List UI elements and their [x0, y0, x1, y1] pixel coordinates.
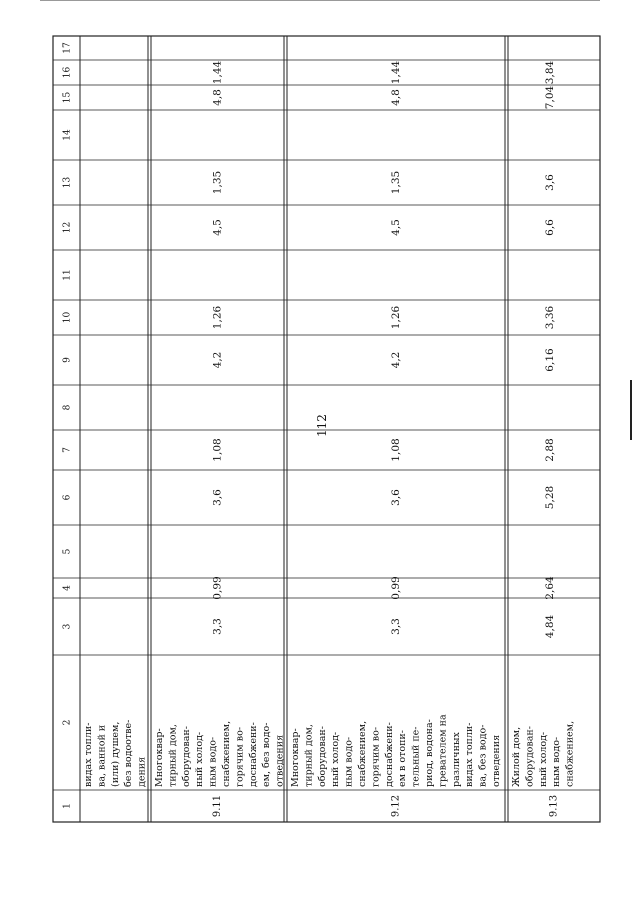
row-description-line: доснабжени- [383, 722, 395, 787]
cell-value: 2,88 [544, 438, 556, 462]
cell-value: 4,2 [211, 351, 224, 369]
column-header: 11 [62, 269, 73, 281]
cell-value: 5,28 [544, 485, 556, 510]
row-description-line: риод, водона- [424, 719, 435, 787]
row-description-line: ва, ванной и [96, 724, 108, 787]
row-id: 9.11 [212, 794, 223, 818]
row-description-line: оборудован- [524, 726, 536, 787]
cell-value: 4,5 [211, 219, 224, 236]
row-description-line: ем, без водо- [261, 722, 273, 787]
row-description-line: видах топли- [464, 722, 476, 787]
row-description-line: ный холод- [194, 731, 206, 787]
row-description-line: гревателем на [437, 714, 449, 787]
row-description-line: Многоквар- [290, 728, 301, 787]
row-description-line: без водоотве- [123, 719, 135, 787]
row-description-line: Многоквар- [154, 728, 165, 787]
cell-value: 3,3 [211, 618, 224, 635]
cell-value: 1,26 [390, 305, 402, 330]
row-description-line: ный холод- [330, 731, 342, 787]
cell-value: 1,44 [211, 60, 224, 85]
cell-value: 6,6 [544, 219, 556, 236]
column-header: 1 [62, 803, 73, 809]
cell-value: 1,08 [211, 438, 224, 462]
table-border [53, 36, 600, 822]
row-description-line: дения [136, 756, 148, 787]
row-description-line: различных [450, 732, 462, 787]
column-header: 14 [62, 129, 73, 141]
cell-value: 3,6 [544, 174, 556, 191]
row-description-line: видах топли- [83, 722, 94, 787]
cell-value: 1,08 [390, 438, 402, 462]
column-header: 12 [62, 221, 73, 234]
cell-value: 4,8 [211, 89, 224, 106]
cell-value: 1,26 [211, 305, 224, 330]
cell-value: 3,3 [390, 618, 402, 635]
cell-value: 3,6 [390, 489, 402, 506]
row-description-line: тельный пе- [410, 726, 422, 787]
row-description-line: отведения [274, 734, 286, 787]
cell-value: 6,16 [544, 348, 556, 372]
column-header: 9 [62, 357, 73, 363]
column-header: 13 [62, 176, 73, 189]
column-header: 3 [62, 623, 73, 630]
column-header: 5 [62, 548, 73, 555]
row-description-line: тирный дом, [303, 724, 315, 787]
row-description-line: отведения [491, 734, 502, 787]
row-description-line: ным водо- [207, 736, 219, 787]
column-header: 10 [62, 311, 73, 324]
cell-value: 7,04 [544, 85, 556, 110]
row-description-line: ва, без водо- [477, 724, 489, 787]
row-description-line: снабжением, [357, 720, 368, 787]
column-header: 4 [62, 585, 73, 591]
cell-value: 1,35 [390, 170, 402, 195]
column-header: 6 [62, 494, 73, 501]
cell-value: 1,35 [211, 170, 224, 195]
row-id: 9.12 [390, 794, 402, 818]
row-description-line: горячим во- [234, 726, 246, 787]
cell-value: 4,8 [390, 89, 402, 106]
cell-value: 1,44 [390, 60, 402, 85]
cell-value: 0,99 [390, 576, 402, 600]
row-description-line: ем в отопи- [397, 730, 409, 787]
page-number: 112 [315, 414, 329, 437]
row-description-line: снабжением, [221, 720, 232, 787]
cell-value: 4,5 [390, 219, 402, 236]
row-description-line: доснабжени- [247, 722, 259, 787]
row-description-line: ным водо- [343, 736, 355, 787]
cell-value: 0,99 [211, 576, 224, 600]
row-description-line: оборудован- [316, 726, 328, 787]
column-header: 15 [62, 91, 73, 104]
row-id: 9.13 [548, 794, 560, 818]
cell-value: 3,6 [211, 489, 224, 506]
cell-value: 2,64 [544, 576, 556, 600]
row-description-line: ным водо- [551, 736, 563, 787]
scan-mark [40, 0, 600, 1]
cell-value: 4,84 [544, 614, 556, 639]
column-header: 7 [62, 447, 73, 453]
cell-value: 3,36 [544, 305, 556, 330]
cell-value: 3,84 [544, 60, 556, 85]
cell-value: 4,2 [390, 351, 402, 369]
column-header: 17 [62, 42, 73, 54]
column-header: 8 [62, 404, 73, 411]
row-description-line: ный холод- [537, 731, 549, 787]
row-description-line: (или) душем, [109, 721, 121, 787]
column-header: 2 [62, 719, 73, 726]
row-description-line: оборудован- [180, 726, 192, 787]
row-description-line: снабжением, [564, 720, 576, 787]
column-header: 16 [62, 66, 73, 79]
row-description-line: горячим во- [370, 726, 382, 787]
scan-mark [630, 380, 632, 440]
row-description-line: тирный дом, [167, 724, 179, 787]
row-description-line: Жилой дом, [511, 726, 522, 787]
